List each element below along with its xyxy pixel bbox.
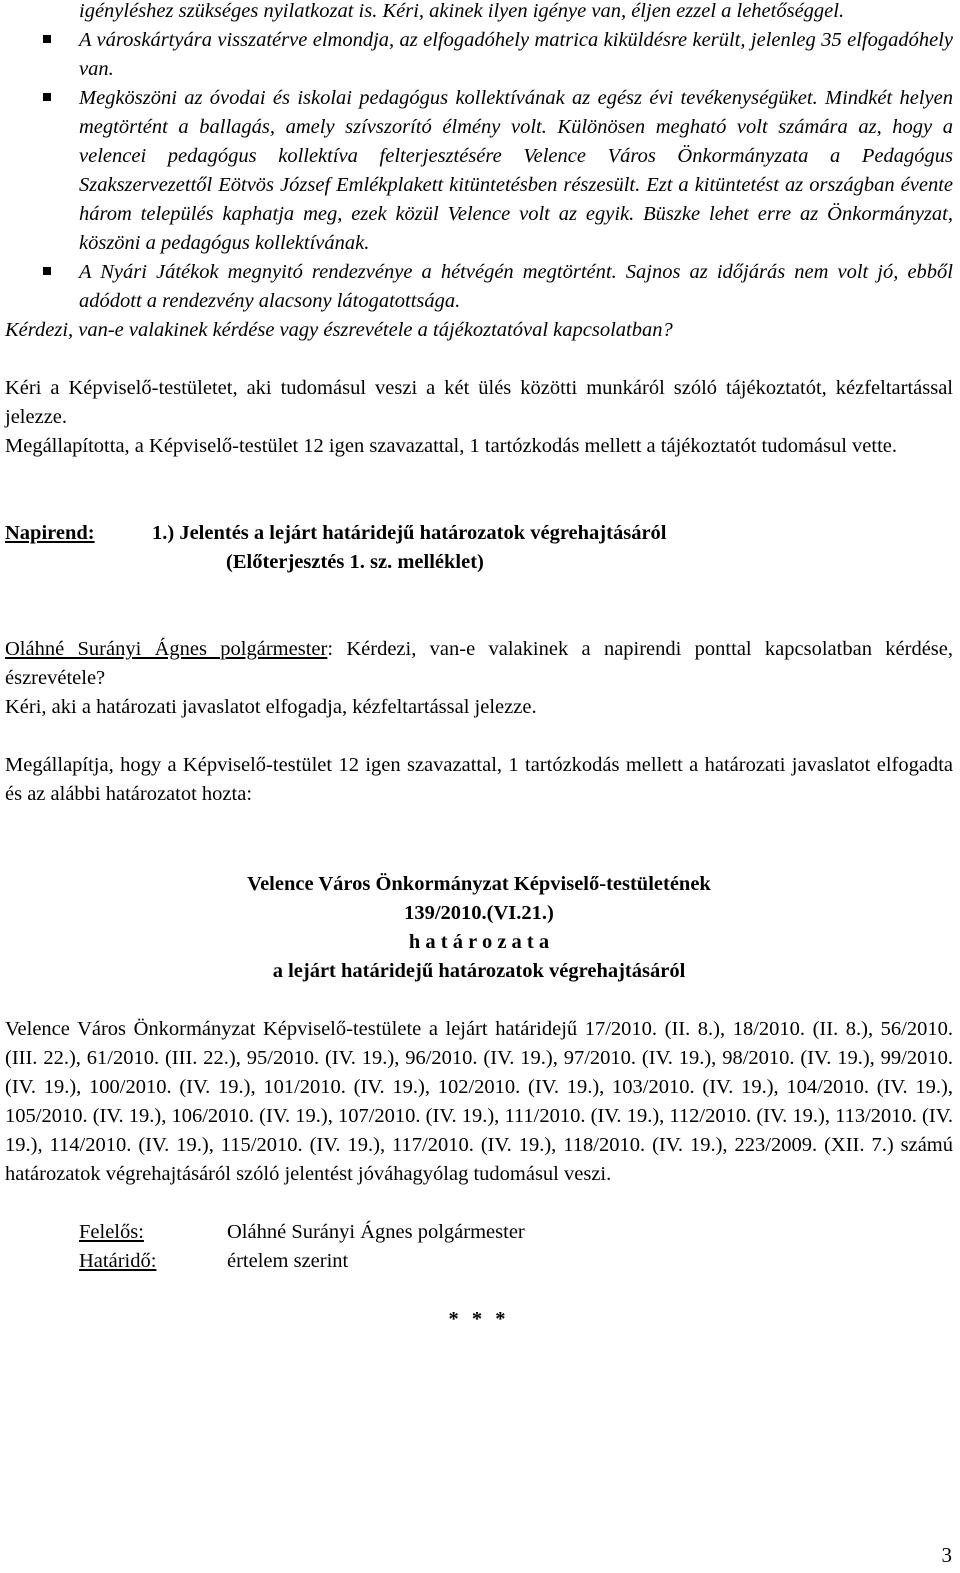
resolution-number: 139/2010.(VI.21.) (404, 902, 554, 924)
agenda-label: Napirend: (5, 522, 95, 544)
mayor-request-paragraph: Kéri, aki a határozati javaslatot elfogadja, kézfeltartással jelezze. (5, 696, 537, 718)
responsible-label: Felelős: (79, 1221, 144, 1243)
responsible-value: Oláhné Surányi Ágnes polgármester (227, 1221, 525, 1243)
document-page (5, 0, 953, 1334)
deadline-label: Határidő: (79, 1250, 157, 1272)
responsibility-block (5, 1218, 953, 1276)
vote-result-paragraph: Megállapította, a Képviselő-testület 12 igen szavazattal, 1 tartózkodás mellett a tájékoztatót tudomásul vette. (5, 435, 898, 457)
intro-tail-text: igényléshez szükséges nyilatkozat is. Kéri, akinek ilyen igénye van, éljen ezzel a lehetőséggel. (79, 0, 845, 22)
vote2-result-paragraph: Megállapítja, hogy a Képviselő-testület 12 igen szavazattal, 1 tartózkodás mellett a határozati javaslatot elfogadta és az alábbi határozatot hozta: (5, 754, 953, 805)
mayor-question-paragraph (5, 635, 953, 693)
bullet-item (5, 258, 953, 316)
bullet-text: A városkártyára visszatérve elmondja, az elfogadóhely matrica kiküldésre került, jelenleg 35 elfogadóhely van. (79, 29, 953, 80)
bullet-square-icon (43, 93, 51, 101)
resolution-body: Velence Város Önkormányzat Képviselő-testülete a lejárt határidejű 17/2010. (II. 8.), 18/2010. (II. 8.), 56/2010. (III. 22.), 61/2010. (III. 22.), 95/2010. (IV. 19.), 96/2010. (IV. 19.), 97/2010. (IV. 19.), 98/2010. (IV. 19.), 99/2010. (IV. 19.), 100/2010. (IV. 19.), 101/2010. (IV. 19.), 102/2010. (IV. 19.), 103/2010. (IV. 19.), 104/2010. (IV. 19.), 105/2010. (IV. 19.), 106/2010. (IV. 19.), 107/2010. (IV. 19.), 111/2010. (IV. 19.), 112/2010. (IV. 19.), 113/2010. (IV. 19.), 114/2010. (IV. 19.), 115/2010. (IV. 19.), 117/2010. (IV. 19.), 118/2010. (IV. 19.), 223/2009. (XII. 7.) számú határozatok végrehajtásáról szóló jelentést jóváhagyólag tudomásul veszi. (5, 1018, 953, 1185)
vote-request-paragraph: Kéri a Képviselő-testületet, aki tudomásul veszi a két ülés közötti munkáról szóló tájékoztatót, kézfeltartással jelezze. (5, 377, 953, 428)
speaker-colon: : (327, 638, 334, 660)
question-paragraph: Kérdezi, van-e valakinek kérdése vagy észrevétele a tájékoztatóval kapcsolatban? (5, 319, 673, 341)
speaker-name: Oláhné Surányi Ágnes polgármester (5, 638, 328, 660)
section-separator: * * * (448, 1308, 510, 1330)
bullet-text: A Nyári Játékok megnyitó rendezvénye a hétvégén megtörtént. Sajnos az időjárás nem volt jó, ebből adódott a rendezvény alacsony látogatottsága. (79, 261, 953, 312)
bullet-square-icon (43, 267, 51, 275)
mayor-question-text: Kérdezi, van-e valakinek a napirendi ponttal kapcsolatban kérdése, észrevétele? (5, 638, 953, 689)
bullet-continuation (5, 0, 953, 26)
bullet-item (5, 84, 953, 258)
deadline-value: értelem szerint (227, 1250, 349, 1272)
agenda-subtitle: (Előterjesztés 1. sz. melléklet) (226, 551, 484, 573)
resolution-title-line1: Velence Város Önkormányzat Képviselő-testületének (247, 873, 711, 895)
agenda-title: 1.) Jelentés a lejárt határidejű határozatok végrehajtásáról (152, 522, 667, 544)
bullet-text: Megköszöni az óvodai és iskolai pedagógus kollektívának az egész évi tevékenységüket. Mindkét helyen megtörtént a ballagás, amely szívszorító élmény volt. Különösen megható volt számára az, hogy a velencei pedagógus kollektíva felterjesztésére Velence Város Önkormányzata a Pedagógus Szakszervezettől Eötvös József Emlékplakett kitüntetésben részesült. Ezt a kitüntetést az országban évente három település kaphatja meg, ezek közül Velence volt az egyik. Büszke lehet erre az Önkormányzat, köszöni a pedagógus kollektívának. (79, 87, 953, 254)
resolution-word: h a t á r o z a t a (408, 931, 550, 953)
resolution-subject: a lejárt határidejű határozatok végrehajtásáról (272, 960, 686, 982)
bullet-item (5, 26, 953, 84)
agenda-heading (5, 519, 953, 577)
page-number: 3 (941, 1543, 952, 1567)
bullet-square-icon (43, 35, 51, 43)
